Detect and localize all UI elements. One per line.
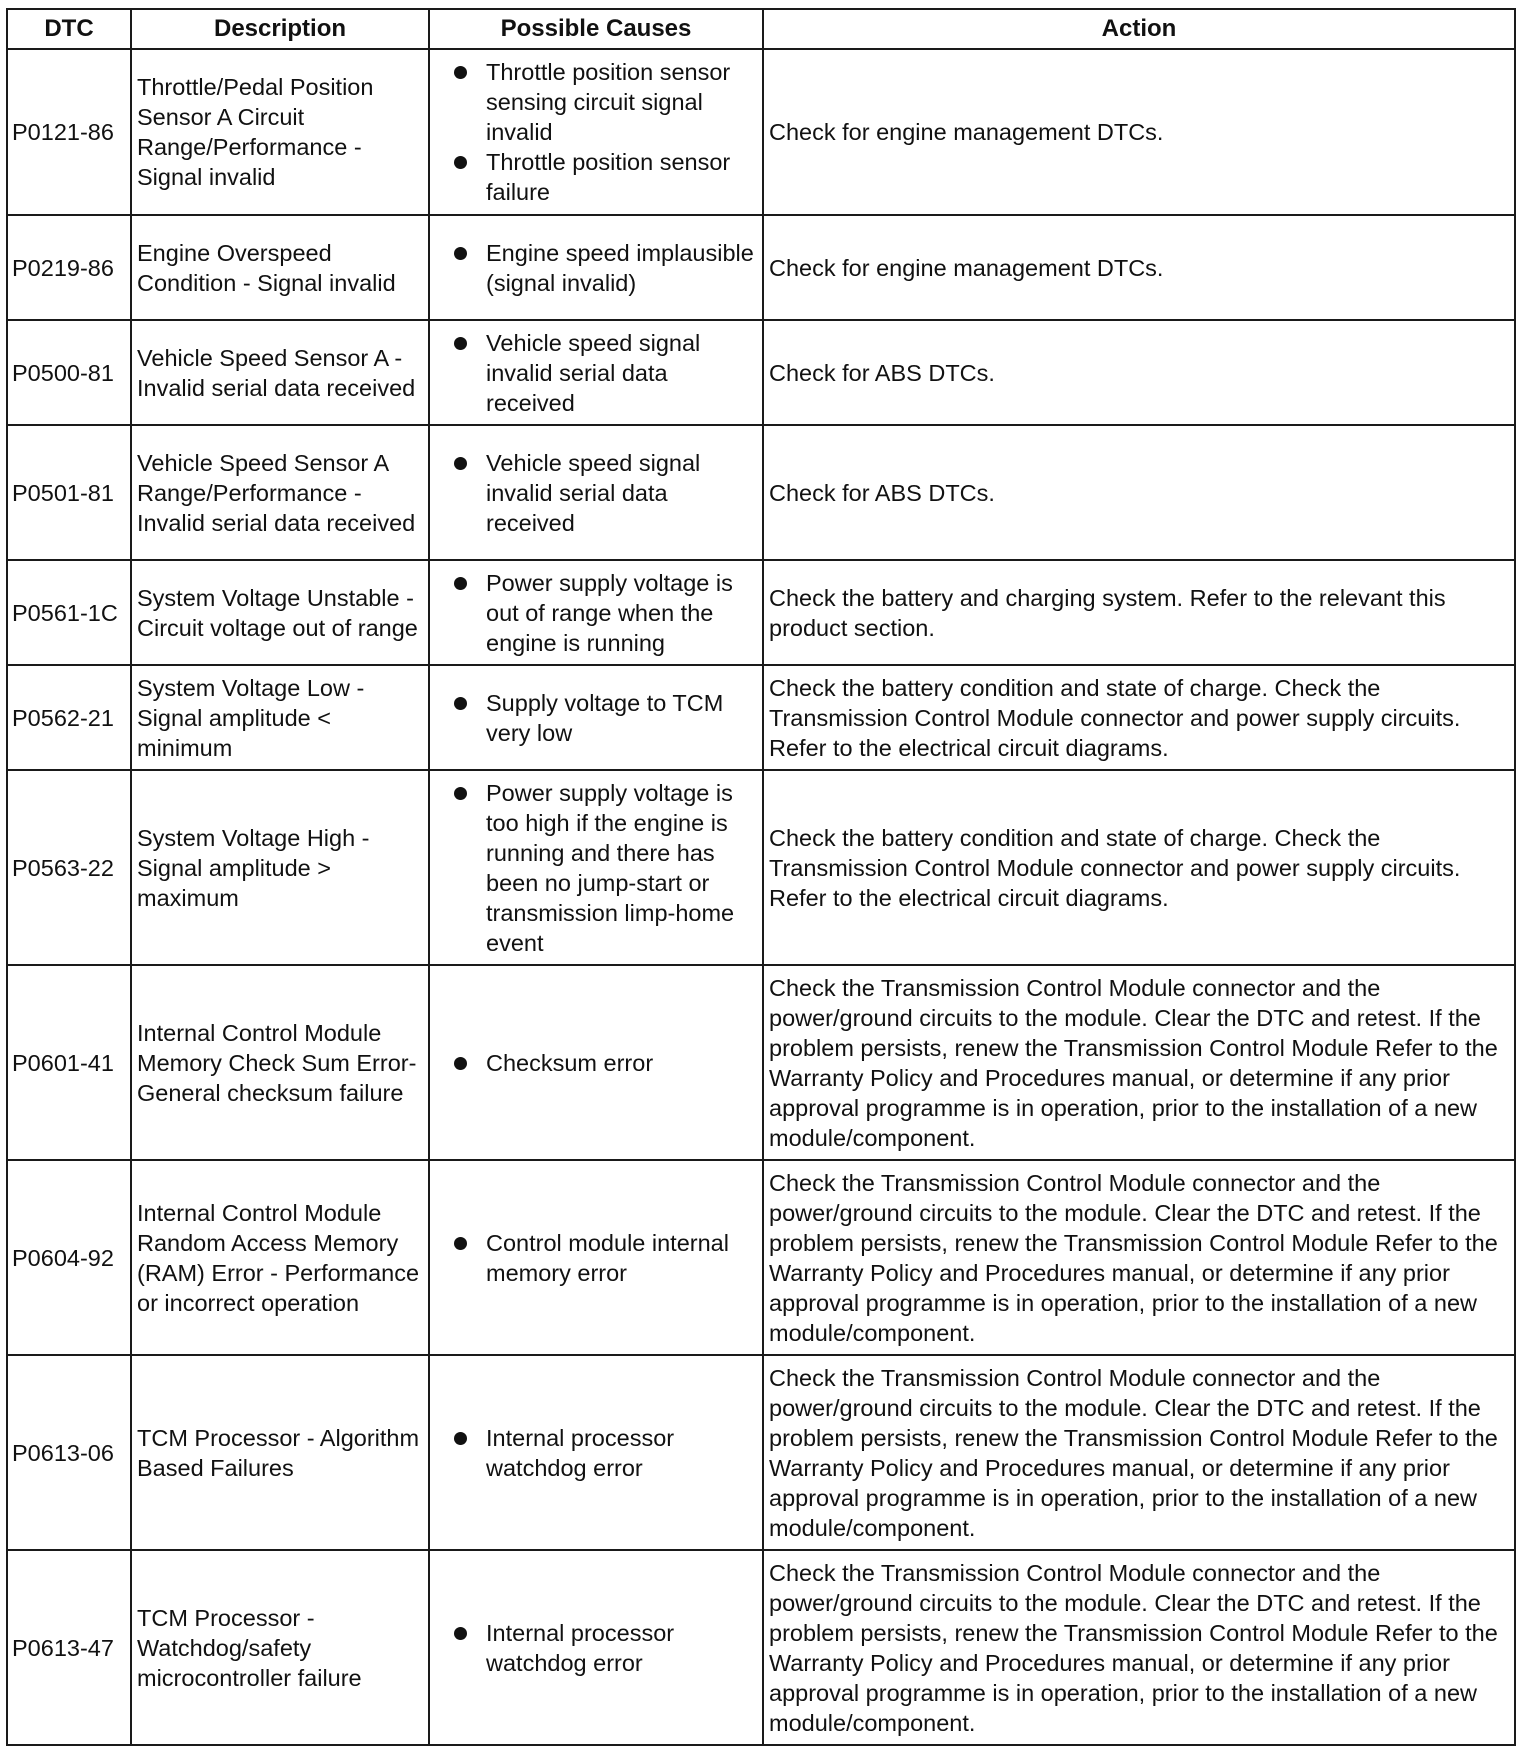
table-row (7, 320, 1515, 425)
header-action: Action (763, 9, 1515, 49)
dtc-description: TCM Processor - Watchdog/safety microcontroller failure (131, 1550, 429, 1745)
table-row (7, 665, 1515, 770)
dtc-description: Engine Overspeed Condition - Signal invalid (131, 215, 429, 320)
cause-item (450, 1423, 756, 1483)
cause-item (450, 238, 756, 298)
possible-causes (429, 560, 763, 665)
cause-list (450, 238, 756, 298)
dtc-description: System Voltage High - Signal amplitude > maximum (131, 770, 429, 965)
cause-item (450, 1048, 756, 1078)
possible-causes (429, 1355, 763, 1550)
dtc-code: P0561-1C (7, 560, 131, 665)
bullet-icon (454, 1432, 467, 1445)
cause-list (450, 688, 756, 748)
dtc-code: P0500-81 (7, 320, 131, 425)
possible-causes (429, 965, 763, 1160)
dtc-code: P0613-06 (7, 1355, 131, 1550)
cause-text: Control module internal memory error (486, 1229, 729, 1286)
cause-list (450, 57, 756, 207)
dtc-code: P0601-41 (7, 965, 131, 1160)
cause-list (450, 448, 756, 538)
possible-causes (429, 49, 763, 215)
cause-list (450, 1423, 756, 1483)
table-row (7, 49, 1515, 215)
header-possible-causes: Possible Causes (429, 9, 763, 49)
dtc-code: P0219-86 (7, 215, 131, 320)
dtc-action: Check the battery and charging system. Refer to the relevant this product section. (763, 560, 1515, 665)
table-row (7, 215, 1515, 320)
dtc-code: P0562-21 (7, 665, 131, 770)
bullet-icon (454, 1057, 467, 1070)
dtc-description: System Voltage Unstable - Circuit voltage out of range (131, 560, 429, 665)
dtc-table (6, 8, 1516, 1746)
dtc-action: Check the Transmission Control Module connector and the power/ground circuits to the module. Clear the DTC and retest. If the problem persists, renew the Transmission Control Module Refer to the Warranty Policy and Procedures manual, or determine if any prior approval programme is in operation, prior to the installation of a new module/component. (763, 1160, 1515, 1355)
dtc-action: Check for engine management DTCs. (763, 49, 1515, 215)
table-body (7, 49, 1515, 1745)
possible-causes (429, 1160, 763, 1355)
dtc-action: Check the battery condition and state of charge. Check the Transmission Control Module connector and power supply circuits. Refer to the electrical circuit diagrams. (763, 770, 1515, 965)
cause-text: Supply voltage to TCM very low (486, 689, 724, 746)
dtc-description: Vehicle Speed Sensor A Range/Performance - Invalid serial data received (131, 425, 429, 560)
dtc-code: P0604-92 (7, 1160, 131, 1355)
cause-text: Throttle position sensor sensing circuit signal invalid (486, 59, 731, 145)
cause-text: Vehicle speed signal invalid serial data received (486, 329, 701, 416)
cause-list (450, 778, 756, 958)
cause-item (450, 57, 756, 147)
cause-item (450, 1618, 756, 1678)
dtc-description: Internal Control Module Random Access Memory (RAM) Error - Performance or incorrect operation (131, 1160, 429, 1355)
cause-item (450, 147, 756, 207)
cause-list (450, 1618, 756, 1678)
bullet-icon (454, 457, 467, 470)
possible-causes (429, 320, 763, 425)
cause-text: Internal processor watchdog error (486, 1424, 675, 1481)
cause-item (450, 448, 756, 538)
cause-text: Power supply voltage is out of range when the engine is running (486, 569, 733, 656)
possible-causes (429, 770, 763, 965)
table-row (7, 1355, 1515, 1550)
bullet-icon (454, 156, 467, 169)
dtc-description: Throttle/Pedal Position Sensor A Circuit Range/Performance - Signal invalid (131, 49, 429, 215)
bullet-icon (454, 66, 467, 79)
dtc-action: Check the Transmission Control Module connector and the power/ground circuits to the module. Clear the DTC and retest. If the problem persists, renew the Transmission Control Module Refer to the Warranty Policy and Procedures manual, or determine if any prior approval programme is in operation, prior to the installation of a new module/component. (763, 1355, 1515, 1550)
bullet-icon (454, 697, 467, 710)
dtc-description: Vehicle Speed Sensor A - Invalid serial data received (131, 320, 429, 425)
dtc-action: Check for ABS DTCs. (763, 320, 1515, 425)
cause-text: Checksum error (486, 1049, 654, 1076)
cause-list (450, 1048, 756, 1078)
header-dtc: DTC (7, 9, 131, 49)
dtc-action: Check the battery condition and state of charge. Check the Transmission Control Module connector and power supply circuits. Refer to the electrical circuit diagrams. (763, 665, 1515, 770)
cause-item (450, 568, 756, 658)
table-row (7, 1160, 1515, 1355)
possible-causes (429, 215, 763, 320)
dtc-code: P0613-47 (7, 1550, 131, 1745)
table-row (7, 425, 1515, 560)
dtc-description: TCM Processor - Algorithm Based Failures (131, 1355, 429, 1550)
cause-list (450, 328, 756, 418)
bullet-icon (454, 337, 467, 350)
possible-causes (429, 665, 763, 770)
header-row (7, 9, 1515, 49)
dtc-code: P0501-81 (7, 425, 131, 560)
header-description: Description (131, 9, 429, 49)
dtc-description: System Voltage Low - Signal amplitude < minimum (131, 665, 429, 770)
cause-text: Internal processor watchdog error (486, 1619, 675, 1676)
bullet-icon (454, 1237, 467, 1250)
cause-text: Throttle position sensor failure (486, 149, 731, 205)
cause-text: Engine speed implausible (signal invalid) (486, 239, 754, 296)
bullet-icon (454, 577, 467, 590)
table-row (7, 1550, 1515, 1745)
possible-causes (429, 1550, 763, 1745)
bullet-icon (454, 787, 467, 800)
table-row (7, 965, 1515, 1160)
possible-causes (429, 425, 763, 560)
dtc-action: Check for engine management DTCs. (763, 215, 1515, 320)
bullet-icon (454, 1627, 467, 1640)
cause-text: Power supply voltage is too high if the engine is running and there has been no jump-start or transmission limp-home event (486, 779, 735, 956)
dtc-action: Check for ABS DTCs. (763, 425, 1515, 560)
cause-text: Vehicle speed signal invalid serial data received (486, 449, 701, 536)
table-header (7, 9, 1515, 49)
dtc-description: Internal Control Module Memory Check Sum Error- General checksum failure (131, 965, 429, 1160)
dtc-code: P0563-22 (7, 770, 131, 965)
dtc-action: Check the Transmission Control Module connector and the power/ground circuits to the module. Clear the DTC and retest. If the problem persists, renew the Transmission Control Module Refer to the Warranty Policy and Procedures manual, or determine if any prior approval programme is in operation, prior to the installation of a new module/component. (763, 1550, 1515, 1745)
cause-list (450, 568, 756, 658)
dtc-action: Check the Transmission Control Module connector and the power/ground circuits to the module. Clear the DTC and retest. If the problem persists, renew the Transmission Control Module Refer to the Warranty Policy and Procedures manual, or determine if any prior approval programme is in operation, prior to the installation of a new module/component. (763, 965, 1515, 1160)
table-row (7, 770, 1515, 965)
cause-list (450, 1228, 756, 1288)
cause-item (450, 328, 756, 418)
cause-item (450, 778, 756, 958)
table-row (7, 560, 1515, 665)
dtc-code: P0121-86 (7, 49, 131, 215)
cause-item (450, 1228, 756, 1288)
cause-item (450, 688, 756, 748)
bullet-icon (454, 247, 467, 260)
